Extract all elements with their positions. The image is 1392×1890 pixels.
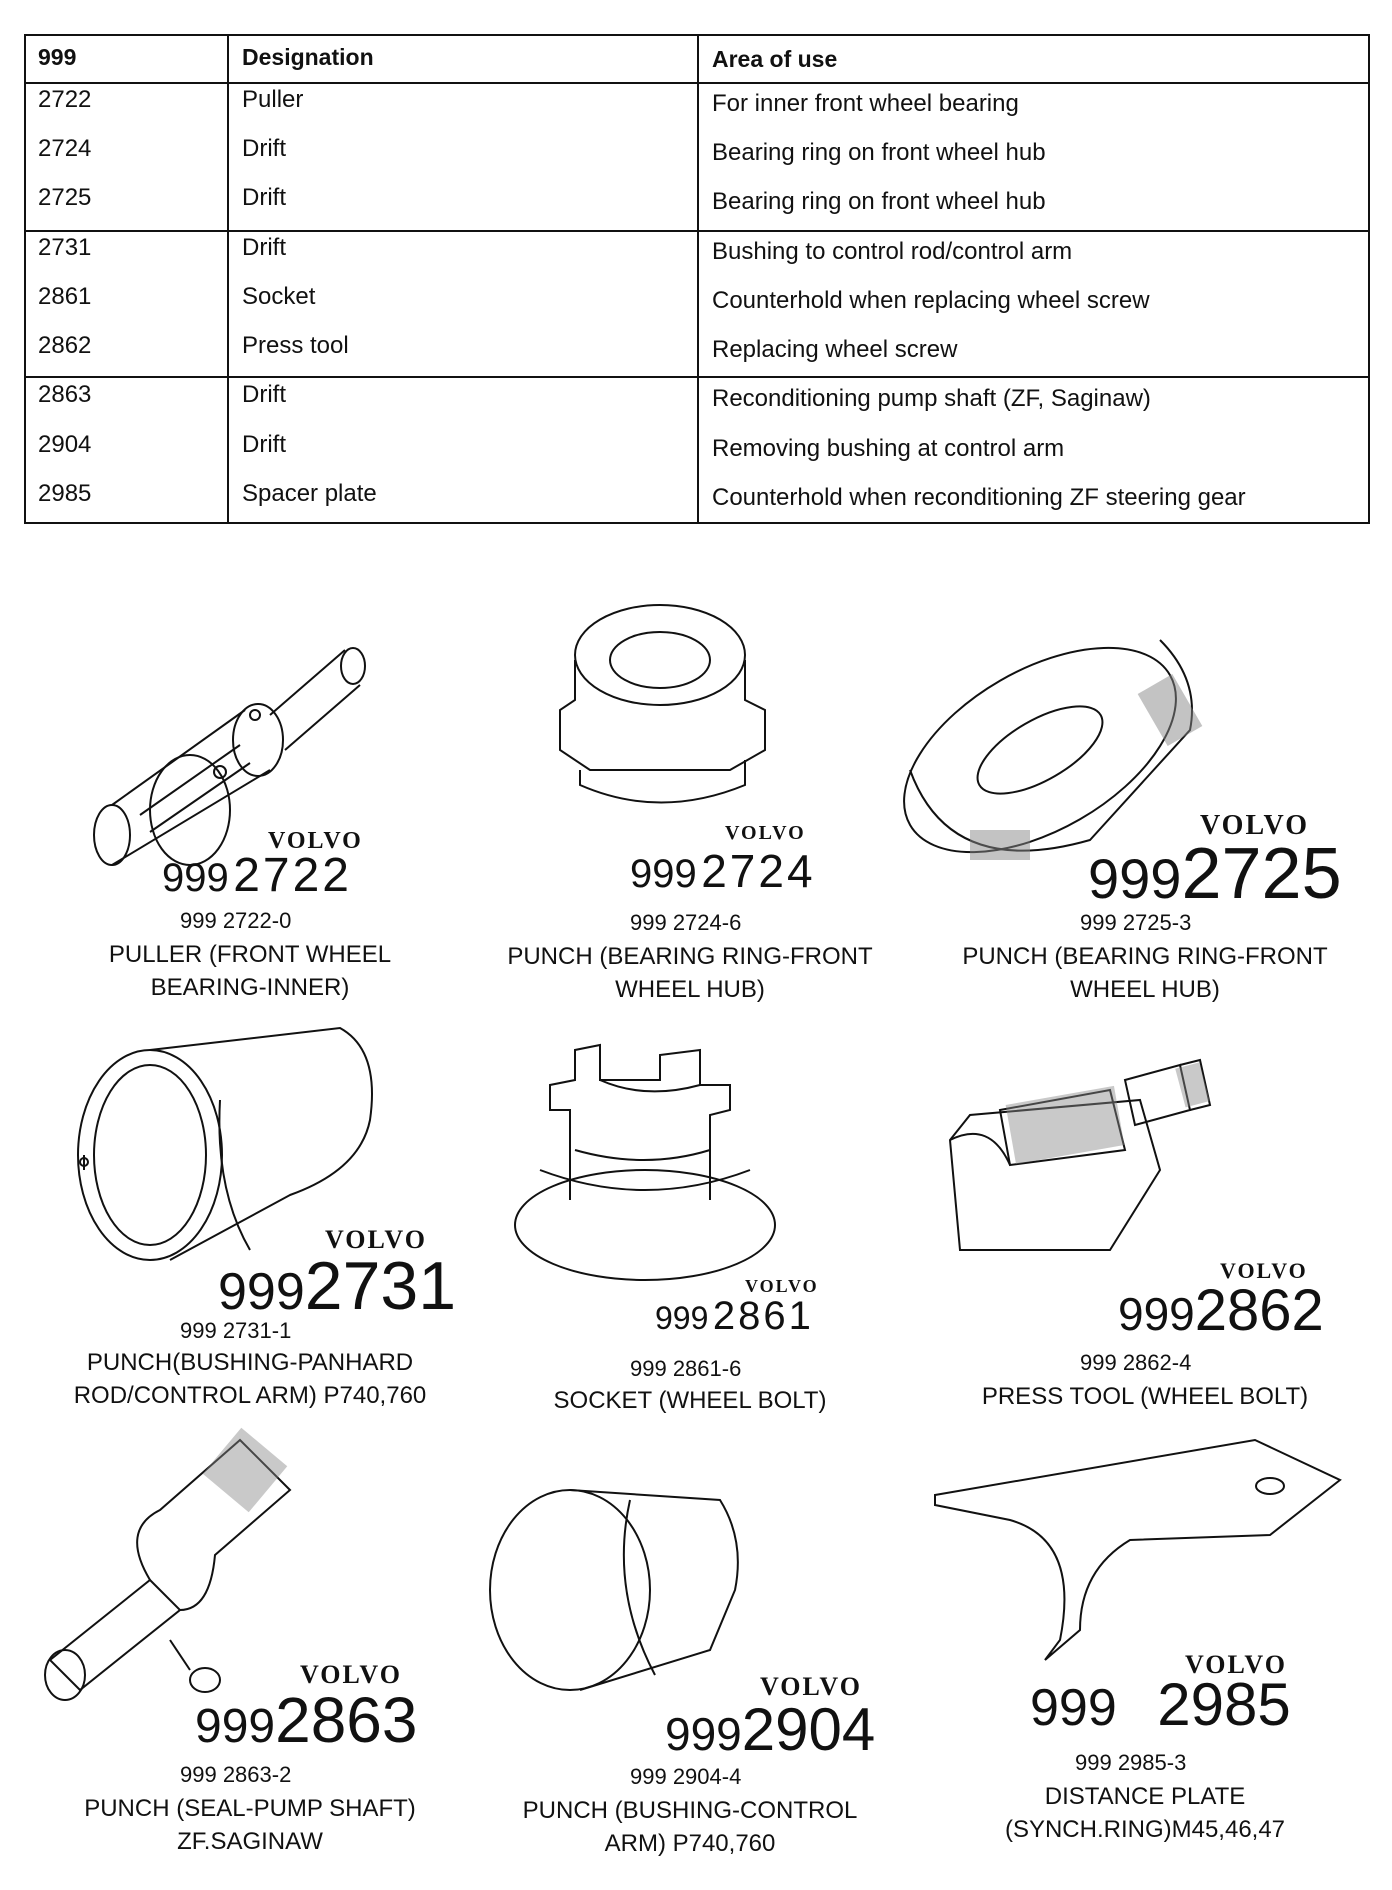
description-line-1: PUNCH(BUSHING-PANHARD — [86, 1349, 414, 1376]
press-tool-drawing — [930, 1020, 1370, 1280]
row-number: 2862 — [38, 332, 92, 359]
tool-number-prefix: 999 — [1088, 847, 1182, 910]
volvo-brand: VOLVO — [300, 1660, 402, 1689]
description-line-2: WHEEL HUB) — [615, 976, 765, 1003]
volvo-brand: VOLVO — [725, 822, 806, 844]
header-999: 999 — [38, 44, 77, 70]
tool-panel-2904 — [480, 1440, 920, 1857]
tool-number — [195, 1684, 418, 1756]
description-line-1: SOCKET (WHEEL BOLT) — [553, 1387, 827, 1414]
row-designation: Spacer plate — [242, 480, 377, 507]
volvo-brand: VOLVO — [1200, 810, 1309, 841]
row-number: 2724 — [38, 135, 92, 162]
part-number: 999 2862-4 — [1080, 1350, 1192, 1375]
tool-number-prefix: 999 — [1118, 1288, 1195, 1340]
group-divider — [26, 230, 1368, 232]
part-number: 999 2722-0 — [180, 908, 292, 933]
row-area: Bearing ring on front wheel hub — [712, 139, 1046, 166]
description-line-2: BEARING-INNER) — [150, 974, 350, 1001]
tool-number-main: 2863 — [275, 1684, 418, 1756]
part-number: 999 2904-4 — [630, 1764, 742, 1789]
tool-panel-2861 — [480, 1020, 920, 1420]
row-number: 2985 — [38, 480, 92, 507]
tool-panel-2725 — [930, 600, 1370, 1003]
description-line-1: PRESS TOOL (WHEEL BOLT) — [981, 1383, 1309, 1410]
tool-number-prefix: 999 — [162, 856, 229, 900]
part-number: 999 2985-3 — [1075, 1750, 1187, 1775]
tool-number-prefix: 999 — [665, 1708, 742, 1760]
row-designation: Drift — [242, 234, 286, 261]
tool-number-main: 2904 — [741, 1696, 876, 1763]
tool-number-main: 2722 — [233, 849, 352, 902]
row-area: Reconditioning pump shaft (ZF, Saginaw) — [712, 385, 1151, 412]
tool-number — [655, 1296, 814, 1336]
row-area: Counterhold when reconditioning ZF steering gear — [712, 484, 1246, 511]
tool-panel-2863 — [40, 1440, 480, 1855]
row-area: Counterhold when replacing wheel screw — [712, 287, 1150, 314]
tool-number-prefix: 999 — [630, 852, 697, 896]
header-divider — [26, 82, 1368, 84]
tool-number-prefix: 999 — [1030, 1679, 1117, 1737]
part-number: 999 2724-6 — [630, 910, 742, 935]
row-area: Bushing to control rod/control arm — [712, 238, 1073, 265]
description-line-2: ROD/CONTROL ARM) P740,760 — [73, 1382, 427, 1409]
tool-panel-2731 — [40, 1020, 480, 1420]
volvo-brand: VOLVO — [760, 1672, 862, 1701]
tool-number-main: 2724 — [701, 845, 816, 897]
tool-number-main: 2861 — [712, 1294, 814, 1338]
tool-number-prefix: 999 — [218, 1263, 305, 1321]
tool-description — [40, 938, 460, 1004]
part-number: 999 2861-6 — [630, 1356, 742, 1381]
description-line-1: PUNCH (BEARING RING-FRONT — [507, 943, 873, 970]
socket-drawing — [480, 1020, 920, 1280]
row-designation: Puller — [242, 86, 304, 113]
row-area: For inner front wheel bearing — [712, 90, 1019, 117]
row-number: 2904 — [38, 431, 92, 458]
row-number: 2863 — [38, 381, 92, 408]
tool-description — [480, 1794, 900, 1860]
description-line-1: PUNCH (BEARING RING-FRONT — [962, 943, 1328, 970]
volvo-brand: VOLVO — [268, 828, 363, 854]
tool-number — [1088, 834, 1342, 914]
column-divider — [227, 36, 229, 522]
punch-drawing — [480, 600, 920, 860]
tool-panel-2985 — [930, 1420, 1370, 1843]
part-number: 999 2863-2 — [180, 1762, 292, 1787]
description-line-2: ZF.SAGINAW — [177, 1828, 323, 1855]
tool-number — [1030, 1671, 1291, 1738]
description-line-1: PULLER (FRONT WHEEL — [108, 941, 392, 968]
row-number: 2861 — [38, 283, 92, 310]
tool-number — [665, 1696, 876, 1763]
row-designation: Drift — [242, 184, 286, 211]
tool-number-main: 2862 — [1194, 1278, 1324, 1343]
tool-number-main: 2731 — [304, 1248, 457, 1324]
tool-description — [930, 1380, 1360, 1413]
group-divider — [26, 376, 1368, 378]
tool-number-main: 2985 — [1157, 1671, 1291, 1738]
part-number: 999 2725-3 — [1080, 910, 1192, 935]
description-line-1: DISTANCE PLATE — [1044, 1783, 1246, 1810]
puller-drawing — [40, 600, 480, 860]
distance-plate-drawing — [930, 1420, 1370, 1680]
tool-panel-2722 — [40, 600, 480, 1000]
volvo-brand: VOLVO — [1220, 1258, 1308, 1283]
tool-number — [162, 849, 352, 902]
tool-description — [480, 1384, 900, 1417]
header-area-of-use: Area of use — [712, 46, 838, 72]
row-designation: Drift — [242, 431, 286, 458]
description-line-1: PUNCH (BUSHING-CONTROL — [522, 1797, 858, 1824]
row-designation: Press tool — [242, 332, 349, 359]
row-designation: Socket — [242, 283, 316, 310]
tool-description — [40, 1346, 460, 1412]
tool-number-prefix: 999 — [655, 1300, 709, 1336]
row-number: 2731 — [38, 234, 92, 261]
tool-description — [930, 1780, 1360, 1846]
row-area: Bearing ring on front wheel hub — [712, 188, 1046, 215]
tool-number-main: 2725 — [1181, 834, 1342, 914]
tool-description — [480, 940, 900, 1006]
tool-number — [218, 1248, 457, 1324]
row-number: 2722 — [38, 86, 92, 113]
description-line-1: PUNCH (SEAL-PUMP SHAFT) — [84, 1795, 416, 1822]
volvo-brand: VOLVO — [745, 1276, 819, 1296]
description-line-2: (SYNCH.RING)M45,46,47 — [1004, 1816, 1286, 1843]
tool-panel-2724 — [480, 600, 920, 1003]
row-area: Replacing wheel screw — [712, 336, 958, 363]
tool-panel-2862 — [930, 1020, 1370, 1420]
tool-number — [630, 845, 816, 897]
bushing-control-punch-drawing — [480, 1440, 920, 1680]
part-number: 999 2731-1 — [180, 1318, 292, 1343]
row-area: Removing bushing at control arm — [712, 435, 1065, 462]
header-designation: Designation — [242, 44, 374, 70]
row-designation: Drift — [242, 381, 286, 408]
description-line-2: WHEEL HUB) — [1070, 976, 1220, 1003]
special-tools-table — [24, 34, 1370, 524]
row-number: 2725 — [38, 184, 92, 211]
tool-description — [40, 1792, 460, 1858]
volvo-brand: VOLVO — [325, 1225, 427, 1254]
tool-number — [1118, 1278, 1324, 1343]
volvo-brand: VOLVO — [1185, 1650, 1287, 1679]
tool-number-prefix: 999 — [195, 1700, 276, 1753]
description-line-2: ARM) P740,760 — [604, 1830, 776, 1857]
tool-description — [930, 940, 1360, 1006]
row-designation: Drift — [242, 135, 286, 162]
column-divider — [697, 36, 699, 522]
seal-punch-drawing — [40, 1440, 480, 1670]
